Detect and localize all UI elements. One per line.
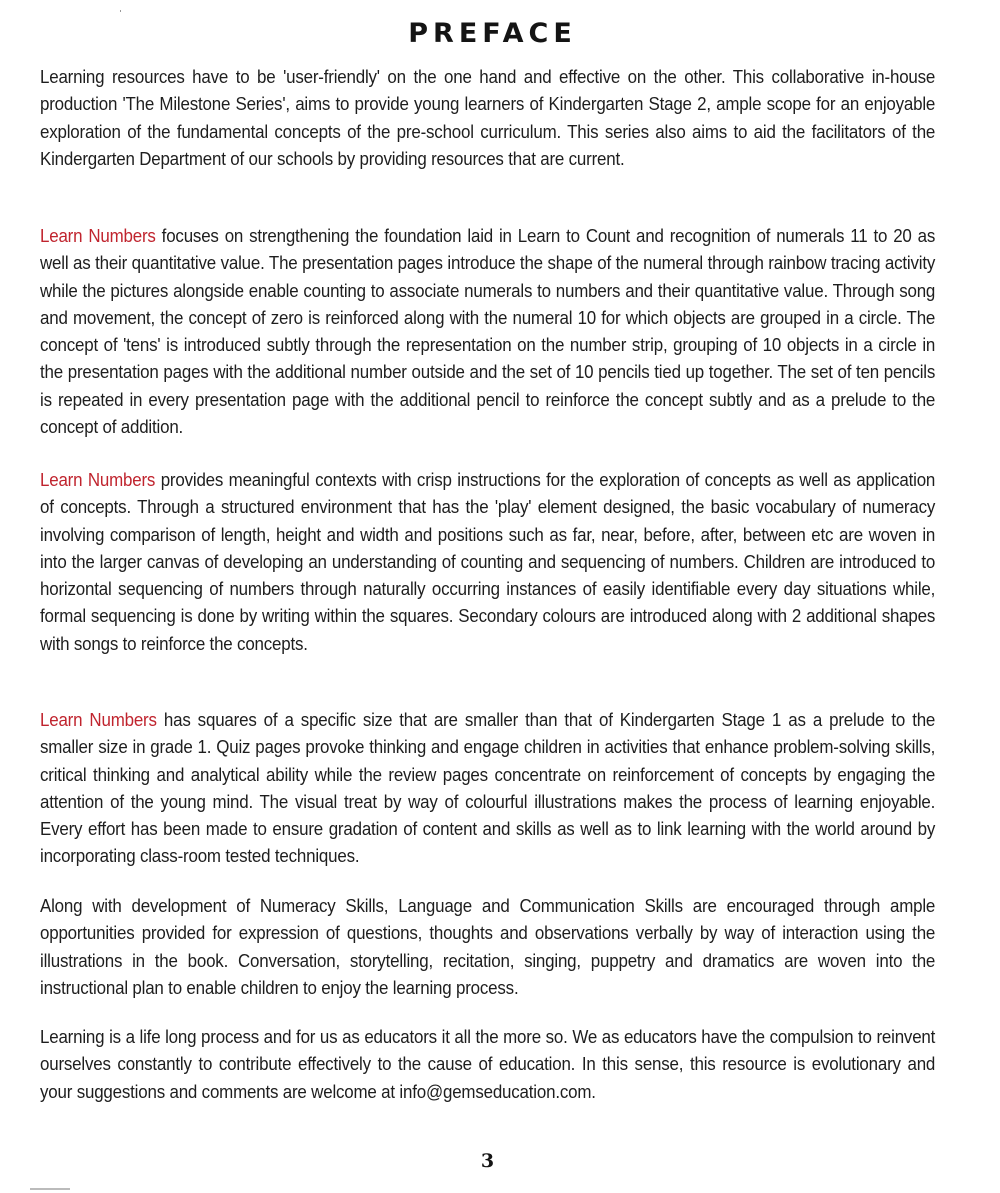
book-title-highlight: Learn Numbers: [40, 225, 156, 246]
book-title-highlight: Learn Numbers: [40, 469, 156, 490]
page-title: PREFACE: [408, 18, 577, 49]
scan-edge-mark: [30, 1188, 70, 1190]
preface-paragraph-3: [40, 466, 935, 657]
paragraph-text: Learning is a life long process and for us as educators it all the more so. We as educators have the compulsion to reinvent ourselves constantly to contribute effectively to the cause of education. In this sense, this resource is evolutionary and your suggestions and comments are welcome at info@gemseducation.com.: [40, 1026, 936, 1102]
paragraph-text: provides meaningful contexts with crisp instructions for the exploration of concepts as well as application of concepts. Through a structured environment that has the 'play' element designed, the basic vocabulary of numeracy involving comparison of length, height and width and positions such as far, near, before, after, between etc are woven in into the larger canvas of developing an understanding of counting and sequencing of numbers. Children are introduced to horizontal sequencing of numbers through naturally occurring instances of easily identifiable every day situations while, formal sequencing is done by writing within the squares. Secondary colours are introduced along with 2 additional shapes with songs to reinforce the concepts.: [40, 469, 936, 654]
paragraph-text: Learning resources have to be 'user-friendly' on the one hand and effective on the other. This collaborative in-house production 'The Milestone Series', aims to provide young learners of Kindergarten Stage 2, ample scope for an enjoyable exploration of the fundamental concepts of the pre-school curriculum. This series also aims to aid the facilitators of the Kindergarten Department of our schools by providing resources that are current.: [40, 66, 936, 169]
preface-paragraph-5: [40, 892, 935, 1001]
preface-paragraph-4: [40, 706, 935, 870]
paragraph-text: focuses on strengthening the foundation laid in Learn to Count and recognition of numerals 11 to 20 as well as their quantitative value. The presentation pages introduce the shape of the numeral through rainbow tracing activity while the pictures alongside enable counting to associate numerals to numbers and their quantitative value. Through song and movement, the concept of zero is reinforced along with the numeral 10 for which objects are grouped in a circle. The concept of 'tens' is introduced subtly through the representation on the number strip, grouping of 10 objects in a circle in the presentation pages with the additional number outside and the set of 10 pencils tied up together. The set of ten pencils is repeated in every presentation page with the additional pencil to reinforce the concept subtly and as a prelude to the concept of addition.: [40, 225, 936, 438]
preface-paragraph-6: [40, 1023, 935, 1105]
paragraph-text: Along with development of Numeracy Skills, Language and Communication Skills are encouraged through ample opportunities provided for expression of questions, thoughts and observations verbally by way of interaction using the illustrations in the book. Conversation, storytelling, recitation, singing, puppetry and dramatics are woven into the instructional plan to enable children to enjoy the learning process.: [40, 895, 936, 998]
preface-paragraph-2: [40, 222, 935, 440]
scan-speck: [120, 10, 121, 12]
preface-paragraph-1: [40, 63, 935, 172]
paragraph-text: has squares of a specific size that are smaller than that of Kindergarten Stage 1 as a prelude to the smaller size in grade 1. Quiz pages provoke thinking and engage children in activities that enhance problem-solving skills, critical thinking and analytical ability while the review pages concentrate on reinforcement of concepts by engaging the attention of the young mind. The visual treat by way of colourful illustrations makes the process of learning enjoyable. Every effort has been made to ensure gradation of content and skills as well as to link learning with the world around by incorporating class-room tested techniques.: [40, 709, 936, 867]
book-title-highlight: Learn Numbers: [40, 709, 157, 730]
page-number: 3: [480, 1150, 495, 1172]
